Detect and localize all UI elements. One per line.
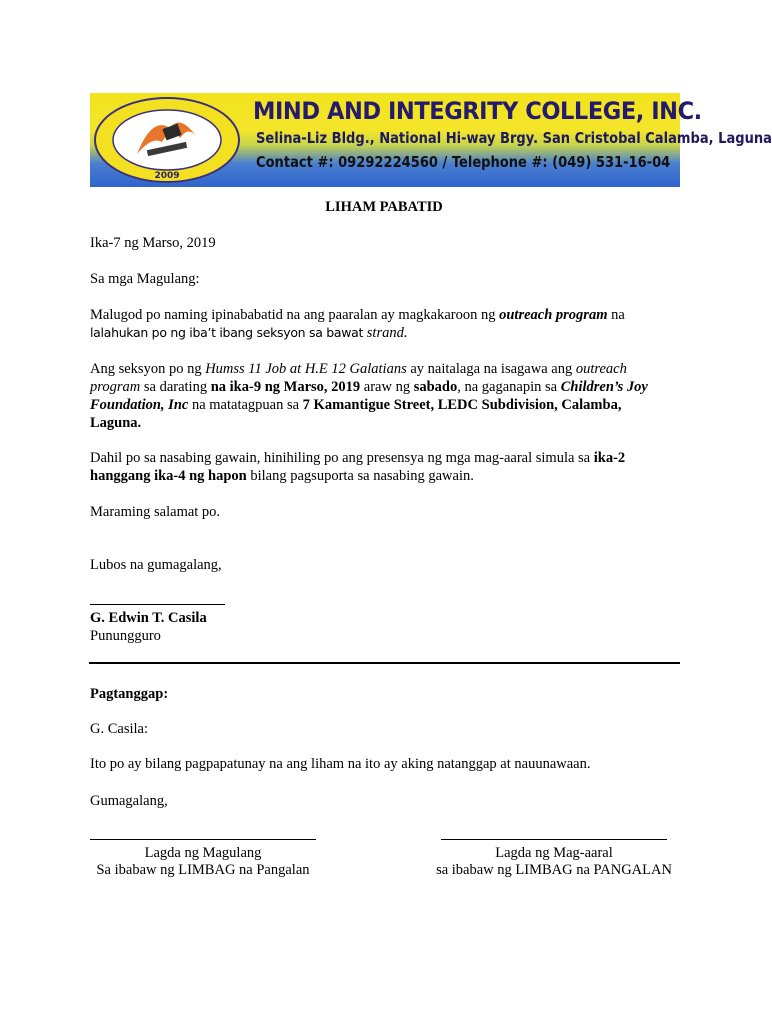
parent-signature-block [90, 845, 316, 879]
letter-thanks: Maraming salamat po. [90, 504, 221, 520]
signature-line-parent [90, 839, 316, 840]
student-signature-block [421, 845, 687, 879]
paragraph-3-line-2: hanggang ika-4 ng hapon bilang pagsuporta sa nasabing gawain. [90, 468, 474, 484]
letter-salutation: Sa mga Magulang: [90, 271, 200, 287]
paragraph-2-line-1: Ang seksyon po ng Humss 11 Job at H.E 12 Galatians ay naitalaga na isagawa ang outreach [90, 361, 627, 377]
reply-body: Ito po ay bilang pagpapatunay na ang liham na ito ay aking natanggap at nauunawaan. [90, 756, 591, 772]
section-divider [89, 662, 680, 664]
paragraph-1-line-2: lalahukan po ng iba’t ibang seksyon sa bawat strand. [90, 325, 408, 341]
paragraph-2-line-3: Foundation, Inc na matatagpuan sa 7 Kamantigue Street, LEDC Subdivision, Calamba, [90, 397, 622, 413]
letter-date: Ika-7 ng Marso, 2019 [90, 235, 216, 251]
school-header-banner [90, 93, 772, 187]
signatory-title: Punungguro [90, 628, 161, 644]
student-signature-note: sa ibabaw ng LIMBAG na PANGALAN [436, 862, 672, 878]
letter-closing: Lubos na gumagalang, [90, 557, 222, 573]
school-contact: Contact #: 09292224560 / Telephone #: (049) 531-16-04 [256, 153, 671, 171]
school-name: MIND AND INTEGRITY COLLEGE, INC. [253, 97, 702, 125]
signatory-name: G. Edwin T. Casila [90, 610, 207, 626]
signature-line-principal [90, 604, 225, 605]
school-seal-logo [92, 96, 242, 184]
reply-heading: Pagtanggap: [90, 686, 169, 702]
paragraph-1-line-1: Malugod po naming ipinababatid na ang paaralan ay magkakaroon ng outreach program na [90, 307, 625, 323]
paragraph-2-line-4: Laguna. [90, 415, 142, 431]
school-address: Selina-Liz Bldg., National Hi-way Brgy. San Cristobal Calamba, Laguna [256, 129, 772, 147]
paragraph-2-line-2: program sa darating na ika-9 ng Marso, 2019 araw ng sabado, na gaganapin sa Children’s Joy [90, 379, 648, 395]
parent-signature-note: Sa ibabaw ng LIMBAG na Pangalan [96, 862, 310, 878]
svg-text:2009: 2009 [154, 171, 180, 181]
signature-line-student [441, 839, 667, 840]
student-signature-label: Lagda ng Mag-aaral [495, 845, 613, 861]
letter-title: LIHAM PABATID [325, 199, 443, 215]
reply-closing: Gumagalang, [90, 793, 168, 809]
reply-addressee: G. Casila: [90, 721, 148, 737]
parent-signature-label: Lagda ng Magulang [144, 845, 262, 861]
paragraph-3-line-1: Dahil po sa nasabing gawain, hinihiling po ang presensya ng mga mag-aaral simula sa ika-2 [90, 450, 626, 466]
